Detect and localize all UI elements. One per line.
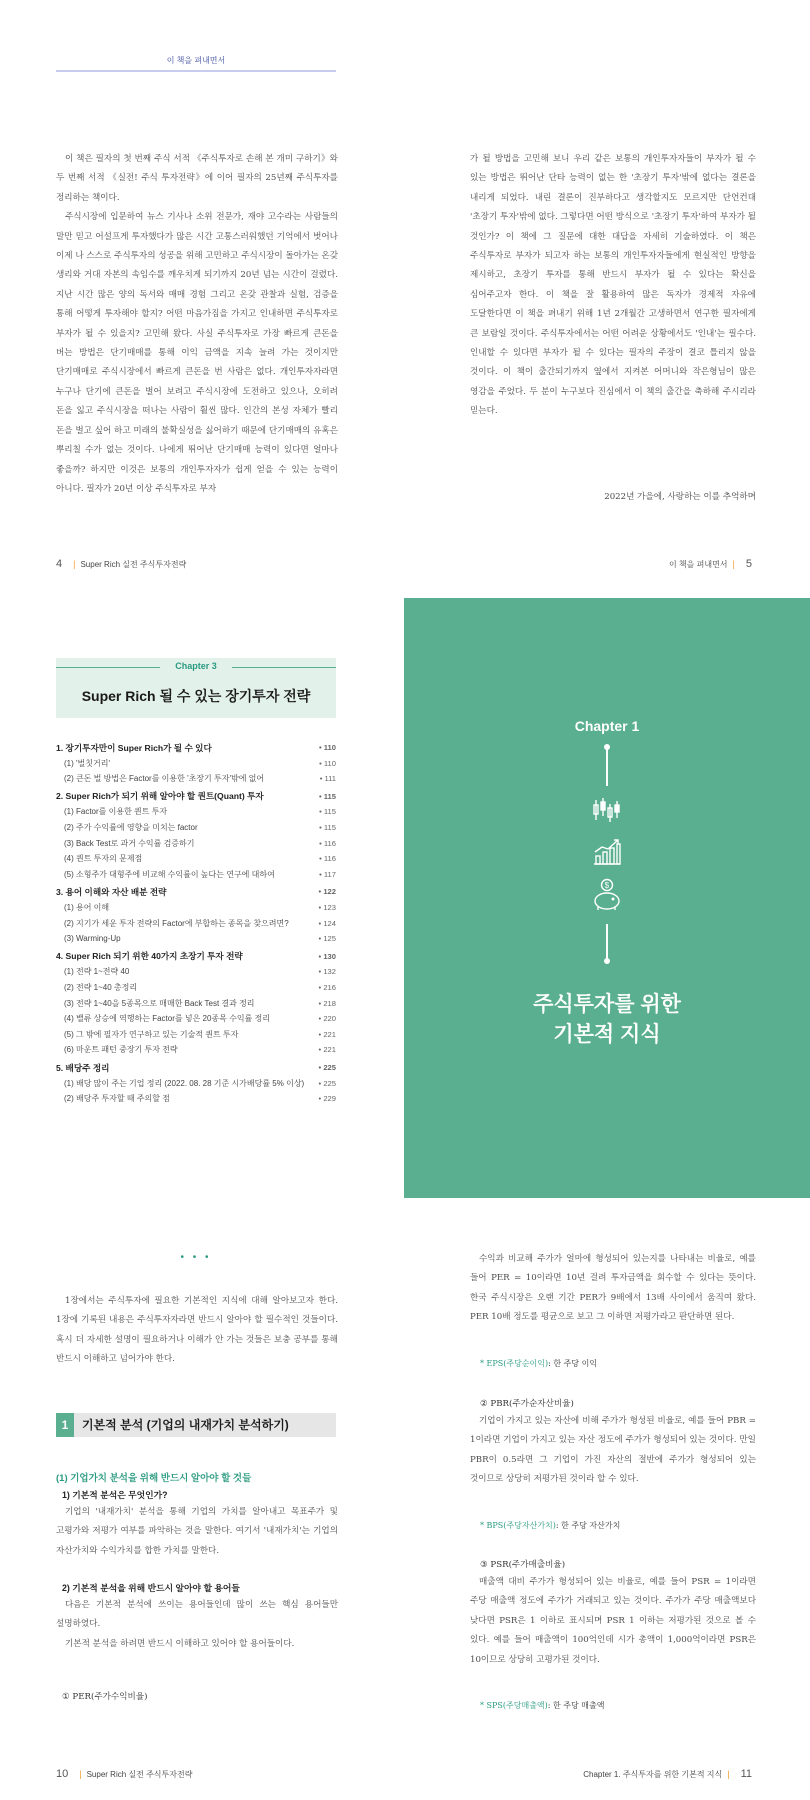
page4-paragraph-2: 주식시장에 입문하여 뉴스 기사나 소위 전문가, 재야 고수라는 사람들의 말만 믿고 어설프게 투자했다가 많은 시간 고통스러워했던 기억에서 벗어나 이제 나 스스로 주식투자의 성공을 위해 고민하고 주식시장이 돌아가는 온갖 생리와 거대 자본의 속임수를 깨우치게 되기까지 20년 넘는 시간이 걸렸다. 지난 시간 많은 양의 독서와 매매 경험 그리고 온갖 관찰과 실험, 검증을 통해 어떻게 투자해야 할지? 어떤 마음가짐을 가지고 인내하면 주식투자로 부자가 될 수 있을지? 고민해 왔다. 사실 주식투자로 가장 빠르게 큰돈을 버는 방법은 단기매매를 통해 이익 금액을 지속 늘려 가는 것이지만 단기매매로 주식시장에서 빠르게 큰돈을 번 사람은 없다. 개인투자자라면 누구나 단기에 큰돈을 벌어 보려고 주식시장에 도전하고 있으나, 오히려 돈을 잃고 주식시장을 떠나는 사람이 훨씬 많다. 인간의 본성 자체가 빨리 돈을 벌고 싶어 하고 미래의 불확실성을 싫어하기 때문에 단기매매의 유혹은 뿌리칠 수가 없는 것이다. 나에게 뛰어난 단기매매 능력이 있다면 얼마나 좋을까? 하지만 이것은 보통의 개인투자자가 쉽게 얻을 수 있는 능력이 아니다. 필자가 20년 이상 주식투자로 부자 xyxy=(56,212,338,494)
page5-signature: 2022년 가을에, 사랑하는 이를 추억하며 xyxy=(604,492,756,502)
page11-folio: Chapter 1. 주식투자를 위한 기본적 지식 | 11 xyxy=(583,1768,752,1780)
bps-note-key: * BPS(주당자산가치) xyxy=(480,1521,556,1530)
toc-subsection-row xyxy=(56,1076,336,1091)
running-title: Super Rich 실전 주식투자전략 xyxy=(80,560,187,569)
psr-text: 매출액 대비 주가가 형성되어 있는 비율로, 예를 들어 PSR = 1이라면 주당 매출액 정도에 주가가 거래되고 있는 것이다. 주가가 주당 매출액보다 낮다면 PSR은 1 이하로 표시되며 PSR 1 이하는 저평가된 것으로 볼 수 있다. 예를 들어 매출액이 100억인데 시가 총액이 1,000억이라면 PSR은 10이므로 상당히 고평가된 것이다. xyxy=(470,1577,756,1665)
toc-entry-label: (5) 소형주가 대형주에 비교해 수익률이 높다는 연구에 대하여 xyxy=(64,869,275,879)
eps-note-value: : 한 주당 이익 xyxy=(548,1359,598,1368)
chapter-opener-panel xyxy=(404,598,810,1198)
bps-note-value: : 한 주당 자산가치 xyxy=(555,1521,621,1530)
toc-entry-page: • 123 xyxy=(318,903,336,912)
question-2-text-2: 기본적 분석을 하려면 반드시 이해하고 있어야 할 용어들이다. xyxy=(65,1638,295,1649)
toc-subsection-row xyxy=(56,980,336,995)
toc-entry-page: • 122 xyxy=(318,887,336,897)
connector-dot-bottom xyxy=(604,958,610,964)
toc-header xyxy=(56,658,336,718)
toc-subsection-row xyxy=(56,1027,336,1042)
page4-paragraph-1: 이 책은 필자의 첫 번째 주식 서적 《주식투자로 손해 본 개미 구하기》와 두 번째 서적 《실전! 주식 투자전략》에 이어 필자의 25년째 주식투자를 정리하는 책이다. xyxy=(56,154,338,203)
page5-folio: 이 책을 펴내면서 | 5 xyxy=(668,558,752,570)
candlestick-chart-icon xyxy=(592,796,622,824)
subsection-heading: (1) 기업가치 분석을 위해 반드시 알아야 할 것들 xyxy=(56,1473,252,1484)
toc-entry-label: (3) Back Test로 과거 수익률 검증하기 xyxy=(64,838,195,848)
eps-note-key: * EPS(주당순이익) xyxy=(480,1359,549,1368)
running-title: Super Rich 실전 주식투자전략 xyxy=(86,1770,193,1779)
toc-subsection-row xyxy=(56,996,336,1011)
toc-subsection-row xyxy=(56,1011,336,1026)
toc-subsection-row xyxy=(56,1091,336,1106)
question-2-text-1: 다음은 기본적 분석에 쓰이는 용어들인데 많이 쓰는 핵심 용어들만 설명하였다. xyxy=(56,1600,338,1630)
toc-section-row xyxy=(56,740,336,755)
page10-intro xyxy=(56,1292,338,1370)
toc-subsection-row xyxy=(56,804,336,819)
running-title: 이 책을 펴내면서 xyxy=(668,560,728,569)
page4-folio: 4 | Super Rich 실전 주식투자전략 xyxy=(56,558,187,570)
chapter-opener-title-2: 기본적 지식 xyxy=(553,1023,661,1046)
toc-entry-page: • 218 xyxy=(318,998,336,1008)
toc-section-row xyxy=(56,1060,336,1075)
toc-chapter-title: Super Rich 될 수 있는 장기투자 전략 xyxy=(81,688,311,704)
toc-entry-page: • 115 xyxy=(318,791,336,801)
toc-subsection-row xyxy=(56,851,336,866)
toc-entry-label: (4) 퀀트 투자의 문제점 xyxy=(64,854,143,864)
question-2-body xyxy=(56,1596,338,1654)
page4-header-label: 이 책을 펴내면서 xyxy=(166,56,226,65)
toc-subsection-row xyxy=(56,1042,336,1057)
chapter-opener-title-1: 주식투자를 위한 xyxy=(533,993,681,1016)
toc-entry-label: (6) 마운트 패턴 중장기 투자 전략 xyxy=(64,1045,178,1055)
question-2-heading: 2) 기본적 분석을 위해 반드시 알아야 할 용어들 xyxy=(62,1583,240,1593)
toc-entry-page: • 110 xyxy=(318,743,336,752)
toc-entry-label: 5. 배당주 정리 xyxy=(56,1062,110,1073)
toc-entry-page: • 111 xyxy=(319,774,336,784)
toc-entry-label: (1) 용어 이해 xyxy=(64,903,110,912)
bps-note xyxy=(480,1520,620,1531)
section-heading xyxy=(56,1413,336,1437)
toc-subsection-row xyxy=(56,900,336,915)
question-1-heading: 1) 기본적 분석은 무엇인가? xyxy=(62,1490,168,1500)
toc-entry-label: (1) 배당 많이 주는 기업 정리 (2022. 08. 28 기준 시가배당률 5% 이상) xyxy=(64,1078,305,1088)
toc-entry-label: (2) 배당주 투자할 때 주의할 점 xyxy=(64,1094,170,1104)
toc-entry-page: • 221 xyxy=(318,1029,336,1039)
toc-entry-page: • 229 xyxy=(318,1094,336,1104)
toc-subsection-row xyxy=(56,916,336,931)
toc-subsection-row xyxy=(56,867,336,882)
section-number: 1 xyxy=(56,1413,74,1437)
toc-section-row xyxy=(56,949,336,964)
toc-subsection-row xyxy=(56,820,336,835)
toc-entry-label: (3) Warming-Up xyxy=(64,934,121,944)
per-text: 수익과 비교해 주가가 얼마에 형성되어 있는지를 나타내는 비율로, 예를 들어 PER = 10이라면 10년 걸려 투자금액을 회수할 수 있다는 뜻이다. 한국 주식시장은 오랜 기간 PER가 9배에서 13배 사이에서 움직여 왔다. PER 10배 정도를 평균으로 보고 그 이하면 저평가라고 판단하면 된다. xyxy=(470,1254,756,1323)
piggy-bank-coin-icon xyxy=(590,878,624,912)
toc-entry-page: • 125 xyxy=(318,934,336,944)
connector-line-top xyxy=(606,748,608,786)
toc-entry-label: (5) 그 밖에 필자가 연구하고 있는 기술적 퀀트 투자 xyxy=(64,1029,239,1039)
pbr-label: ② PBR(주가순자산비율) xyxy=(480,1399,574,1409)
toc-entry-page: • 221 xyxy=(318,1045,336,1055)
toc-chapter-label: Chapter 3 xyxy=(175,661,217,671)
page-number: 10 xyxy=(56,1768,69,1780)
page5-body xyxy=(470,150,756,422)
psr-body xyxy=(470,1573,756,1670)
toc-entry-page: • 116 xyxy=(319,838,336,848)
toc-entry-label: (1) Factor를 이용한 퀀트 투자 xyxy=(64,807,168,817)
svg-text:$: $ xyxy=(604,881,610,890)
per-body xyxy=(470,1250,756,1328)
pbr-text: 기업이 가지고 있는 자산에 비해 주가가 형성된 비율로, 예를 들어 PBR = 1이라면 기업이 가지고 있는 자산 정도에 주가가 형성되어 있는 것이다. 만일 PBR이 0.5라면 그 기업이 가진 자산의 절반에 주가가 형성되어 있는 것이므로 상당히 저평가된 것이라 할 수 있다. xyxy=(470,1416,756,1485)
toc-entry-page: • 225 xyxy=(318,1063,336,1072)
toc-entry-page: • 220 xyxy=(318,1014,336,1024)
eps-note xyxy=(480,1358,597,1369)
toc-entry-page: • 124 xyxy=(318,918,336,928)
psr-label: ③ PSR(주가매출비율) xyxy=(480,1560,566,1570)
chapter-opener-label: Chapter 1 xyxy=(574,718,640,734)
sps-note xyxy=(480,1700,604,1711)
running-title: Chapter 1. 주식투자를 위한 기본적 지식 xyxy=(583,1770,723,1779)
toc-entry-page: • 115 xyxy=(319,823,336,832)
per-label: ① PER(주가수익비율) xyxy=(62,1692,148,1702)
sps-note-value: : 한 주당 매출액 xyxy=(547,1701,605,1710)
page-number: 5 xyxy=(745,558,752,570)
page4-header xyxy=(56,52,336,72)
intro-paragraph: 1장에서는 주식투자에 필요한 기본적인 지식에 대해 알아보고자 한다. 1장에 기록된 내용은 주식투자자라면 반드시 알아야 할 필수적인 것들이다. 혹시 더 자세한 설명이 필요하거나 이해가 안 가는 것들은 보충 공부를 통해 반드시 이해하고 넘어가야 한다. xyxy=(56,1296,338,1365)
page-number: 4 xyxy=(56,558,63,570)
toc-entry-label: (1) 전략 1~전략 40 xyxy=(64,967,130,977)
toc-entry-label: (2) 큰돈 벌 방법은 Factor를 이용한 '초장기 투자'밖에 없어 xyxy=(64,774,265,784)
connector-line-bottom xyxy=(606,924,608,960)
toc-subsection-row xyxy=(56,771,336,786)
toc-entry-page: • 216 xyxy=(318,983,336,992)
toc-entry-label: (1) '벌칫거리' xyxy=(64,758,110,768)
toc-entry-label: (4) 밸류 상승에 역행하는 Factor를 넣은 20종목 수익률 정리 xyxy=(64,1014,270,1024)
bar-growth-chart-icon xyxy=(592,838,622,866)
ornament-dots: • • • xyxy=(180,1252,212,1263)
page4-body xyxy=(56,150,338,499)
page-number: 11 xyxy=(740,1768,752,1780)
toc-entry-page: • 225 xyxy=(318,1078,336,1088)
toc-subsection-row xyxy=(56,836,336,851)
question-1-body xyxy=(56,1503,338,1561)
toc-entry-page: • 132 xyxy=(318,967,336,977)
toc-entry-label: 3. 용어 이해와 자산 배분 전략 xyxy=(56,886,167,897)
toc-section-row xyxy=(56,789,336,804)
toc-entry-label: (2) 지기가 세운 투자 전략의 Factor에 부합하는 종목을 찾으려면? xyxy=(64,918,289,928)
toc-entry-label: (3) 전략 1~40을 5종목으로 매매한 Back Test 결과 정리 xyxy=(64,998,255,1008)
toc-entry-page: • 130 xyxy=(318,951,336,961)
question-1-text: 기업의 '내재가치' 분석을 통해 기업의 가치를 알아내고 목표주가 및 고평가와 저평가 여부를 파악하는 것을 말한다. 여기서 '내재가치'는 기업의 자산가치와 수익가치를 합한 가치를 말한다. xyxy=(56,1507,338,1556)
toc-entry-label: (2) 주가 수익률에 영향을 미치는 factor xyxy=(64,823,198,832)
pbr-body xyxy=(470,1412,756,1490)
sps-note-key: * SPS(주당매출액) xyxy=(480,1701,548,1710)
toc-entry-page: • 115 xyxy=(319,807,336,817)
toc-entry-page: • 117 xyxy=(319,869,336,879)
toc-entry-label: 1. 장기투자만이 Super Rich가 될 수 있다 xyxy=(56,742,212,753)
toc-entry-page: • 110 xyxy=(319,758,336,768)
toc-entry-page: • 116 xyxy=(319,854,336,864)
toc-entry-label: (2) 전략 1~40 총정리 xyxy=(64,983,138,992)
toc-entry-label: 2. Super Rich가 되기 위해 알아야 할 퀀트(Quant) 투자 xyxy=(56,791,264,802)
toc-subsection-row xyxy=(56,964,336,979)
page10-folio: 10 | Super Rich 실전 주식투자전략 xyxy=(56,1768,193,1780)
toc-entry-label: 4. Super Rich 되기 위한 40가지 초장기 투자 전략 xyxy=(56,951,243,962)
section-title: 기본적 분석 (기업의 내재가치 분석하기) xyxy=(82,1418,289,1432)
toc-subsection-row xyxy=(56,756,336,771)
toc-subsection-row xyxy=(56,931,336,946)
toc-section-row xyxy=(56,884,336,899)
page5-paragraph-1: 가 될 방법을 고민해 보니 우리 같은 보통의 개인투자자들이 부자가 될 수 있는 방법은 뛰어난 단타 능력이 없는 한 '초장기 투자'밖에 없다는 결론을 내리게 되었다. 내린 결론이 진부하다고 생각할지도 모르지만 단언컨대 '초장기 투자'밖에 없다. 그렇다면 어떤 방식으로 '초장기 투자'하여 부자가 될 것인가? 이 책에 그 질문에 대한 대답을 자세히 기술하였다. 이 책은 주식투자로 부자가 되고자 하는 보통의 개인투자자들에게 현실적인 방향을 제시하고, 초장기 투자를 통해 반드시 부자가 될 수 있다는 확신을 심어주고자 한다. 이 책을 잘 활용하여 많은 독자가 경제적 자유에 도달한다면 이 책을 펴내기 위해 1년 2개월간 고생하면서 연구한 필자에게 큰 보람일 것이다. 주식투자에서는 어떤 어려운 상황에서도 '인내'는 필수다. 인내할 수 있다면 부자가 될 수 있다는 필자의 주장이 결코 틀리지 않을 것이다. 이 책이 출간되기까지 옆에서 지켜본 어머니와 작은형님이 많은 영감을 주었다. 두 분이 누구보다 진심에서 이 책의 출간을 축하해 주시리라 믿는다. xyxy=(470,154,756,417)
